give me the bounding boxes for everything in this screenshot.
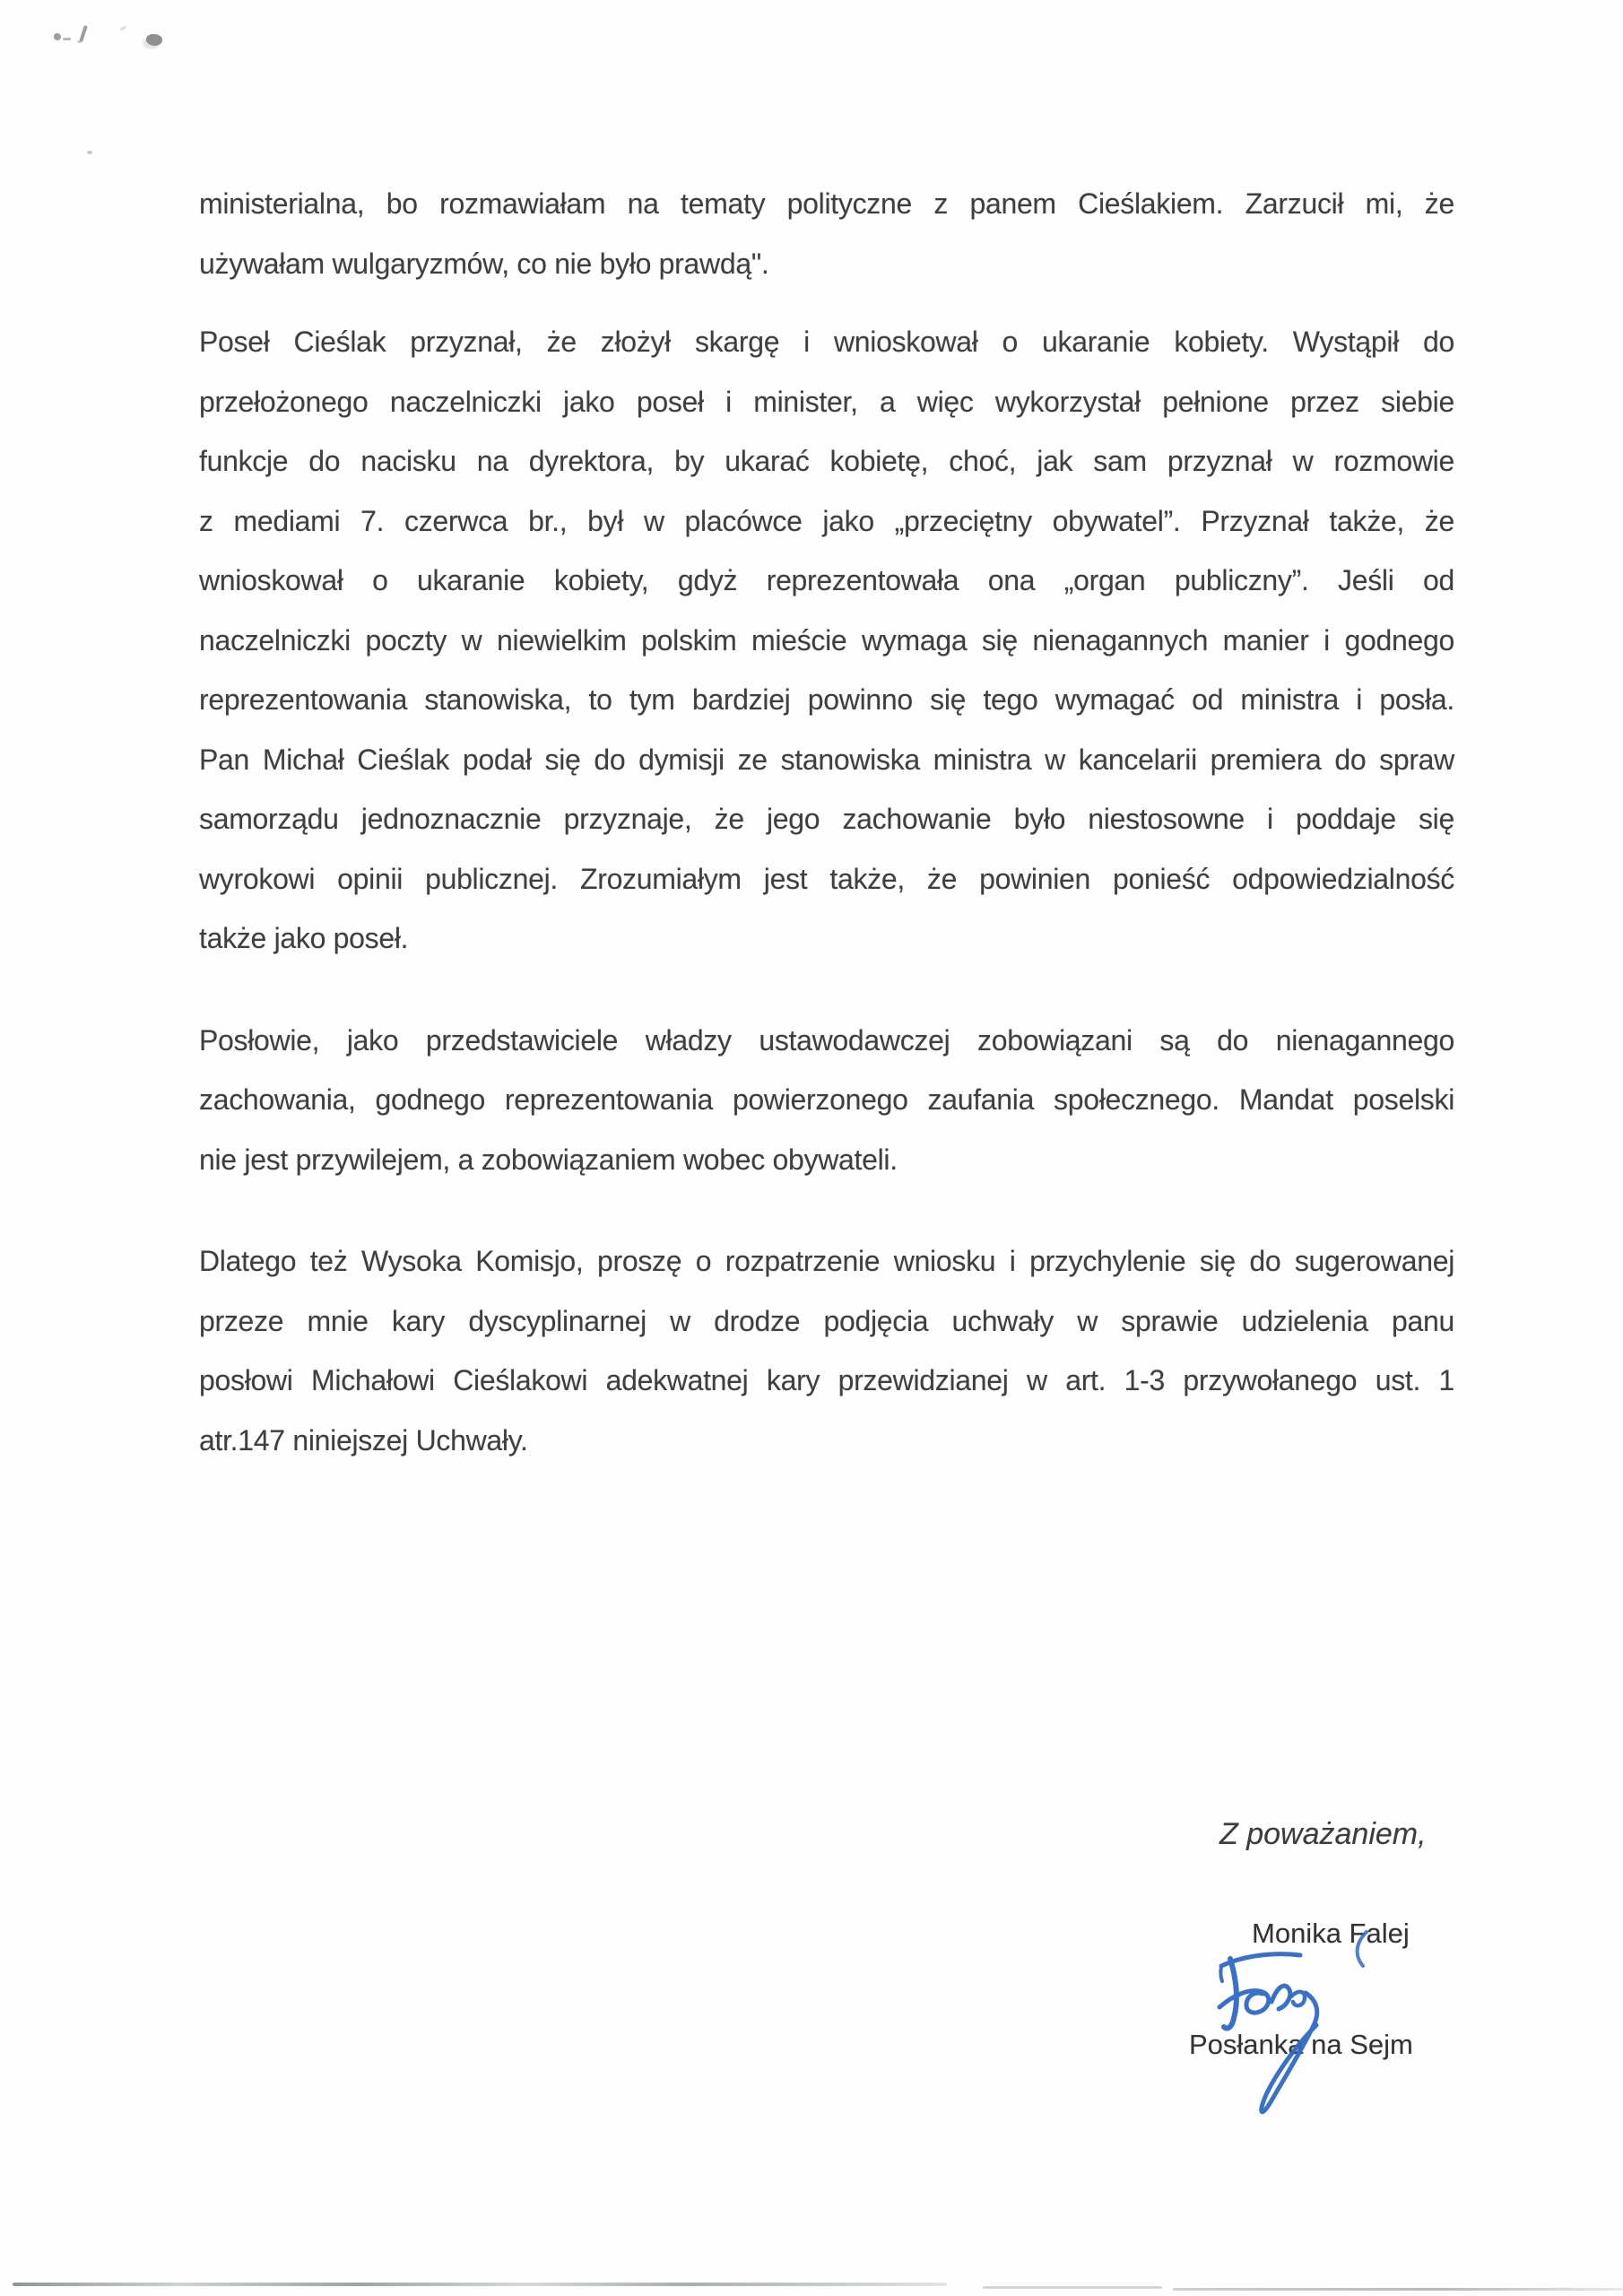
- text-line: zachowania, godnego reprezentowania powierzonego zaufania społecznego. Mandat poselski: [199, 1083, 1454, 1116]
- scan-mark: [145, 33, 163, 47]
- text-line: atr.147 niniejszej Uchwały.: [199, 1423, 528, 1457]
- text-line: wyrokowi opinii publicznej. Zrozumiałym jest także, że powinien ponieść odpowiedzialność: [199, 862, 1454, 895]
- text-line: posłowi Michałowi Cieślakowi adekwatnej kary przewidzianej w art. 1-3 przywołanego ust. 1: [199, 1364, 1454, 1396]
- text-line: samorządu jednoznacznie przyznaje, że jego zachowanie było niestosowne i poddaje się: [199, 803, 1454, 835]
- text-line: wnioskował o ukaranie kobiety, gdyż reprezentowała ona „organ publiczny”. Jeśli od: [199, 564, 1454, 596]
- paragraph: [199, 312, 1454, 969]
- scan-edge-line: [13, 2283, 947, 2286]
- text-line: używałam wulgaryzmów, co nie było prawdą".: [199, 247, 769, 280]
- closing-salutation: Z poważaniem,: [1219, 1817, 1427, 1851]
- scan-mark: [87, 151, 92, 154]
- signer-name: Monika Falej: [1252, 1918, 1410, 1949]
- text-line: naczelniczki poczty w niewielkim polskim mieście wymaga się nienagannych manier i godnego: [199, 623, 1454, 657]
- scan-mark: [63, 38, 71, 40]
- scan-edge-line: [983, 2286, 1162, 2289]
- text-line: Pan Michał Cieślak podał się do dymisji ze stanowiska ministra w kancelarii premiera do spraw: [199, 743, 1454, 776]
- text-line: przeze mnie kary dyscyplinarnej w drodze podjęcia uchwały w sprawie udzielenia panu: [199, 1304, 1454, 1337]
- handwritten-signature-icon: [1211, 1944, 1381, 2133]
- paragraph: [199, 1231, 1454, 1470]
- text-line: Poseł Cieślak przyznał, że złożył skargę i wnioskował o ukaranie kobiety. Wystąpił do: [199, 326, 1454, 358]
- text-line: Posłowie, jako przedstawiciele władzy ustawodawczej zobowiązani są do nienagannego: [199, 1023, 1454, 1057]
- signer-title: Posłanka na Sejm: [1189, 2029, 1413, 2060]
- paragraph: [199, 1011, 1454, 1190]
- text-line: funkcje do nacisku na dyrektora, by ukarać kobietę, choć, jak sam przyznał w rozmowie: [199, 445, 1454, 477]
- text-line: ministerialna, bo rozmawiałam na tematy polityczne z panem Cieślakiem. Zarzucił mi, że: [199, 187, 1454, 220]
- text-line: Dlatego też Wysoka Komisjo, proszę o rozpatrzenie wniosku i przychylenie się do sugerowanej: [199, 1245, 1454, 1277]
- text-line: nie jest przywilejem, a zobowiązaniem wobec obywateli.: [199, 1143, 898, 1176]
- scan-edge-line: [1173, 2288, 1623, 2291]
- text-line: reprezentowania stanowiska, to tym bardziej powinno się tego wymagać od ministra i posła.: [199, 683, 1454, 716]
- letter-body: [199, 174, 1454, 1470]
- text-line: z mediami 7. czerwca br., był w placówce jako „przeciętny obywatel”. Przyznał także, że: [199, 504, 1454, 537]
- text-line: także jako poseł.: [199, 922, 409, 954]
- paragraph: [199, 174, 1454, 293]
- scan-mark: [54, 33, 61, 40]
- text-line: przełożonego naczelniczki jako poseł i minister, a więc wykorzystał pełnione przez siebie: [199, 385, 1454, 418]
- scan-mark: [77, 40, 82, 43]
- scan-mark: [120, 25, 127, 30]
